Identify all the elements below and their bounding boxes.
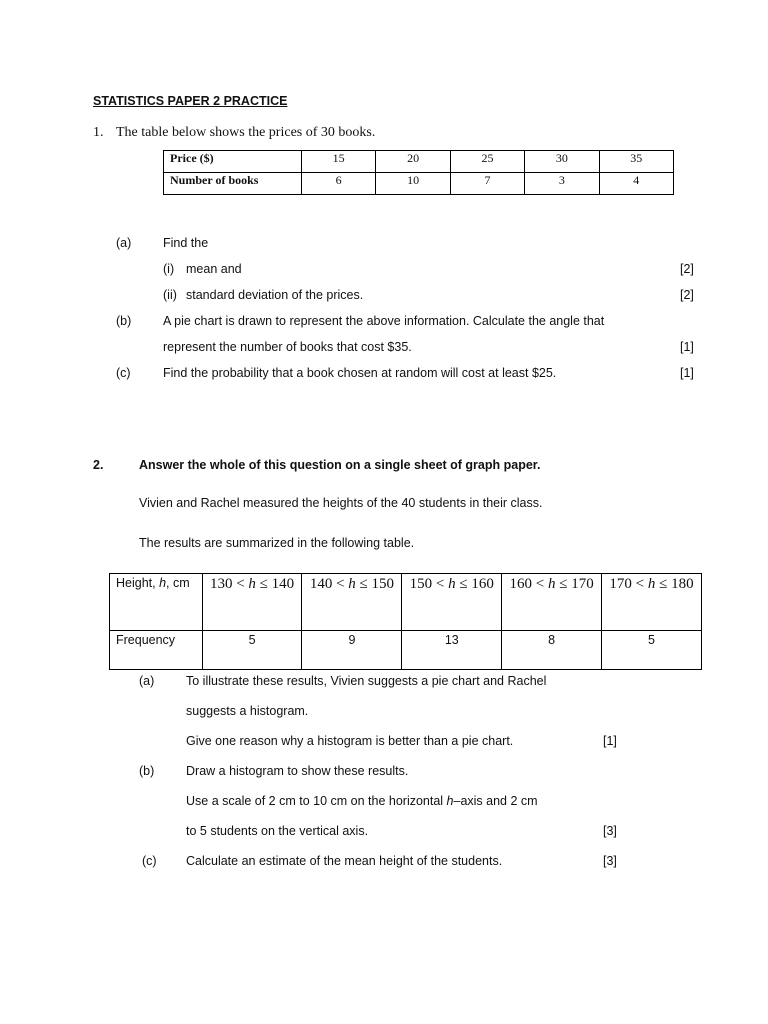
q1-part-a-ii-label: (ii): [163, 288, 177, 302]
lt-sign: <: [635, 576, 645, 592]
q1-part-b-mark: [1]: [680, 340, 694, 354]
q2-part-a-mark: [1]: [603, 734, 617, 748]
interval-hi: 150: [371, 576, 395, 592]
interval-hi: 140: [271, 576, 295, 592]
q1-intro: The table below shows the prices of 30 books.: [116, 125, 376, 140]
q1-part-c-mark: [1]: [680, 366, 694, 380]
lt-sign: <: [435, 576, 445, 592]
interval-var: h: [548, 576, 556, 592]
q1-number: 1.: [93, 125, 104, 140]
height-header-var: h: [159, 576, 167, 590]
q1-part-c-text: Find the probability that a book chosen at random will cost at least $25.: [163, 366, 557, 380]
table-row: [110, 574, 702, 631]
interval-cell: [402, 574, 502, 631]
q2-part-c-label: (c): [142, 854, 157, 868]
interval-cell: [602, 574, 702, 631]
q1-part-a-text: Find the: [163, 236, 209, 250]
count-cell: 7: [450, 173, 524, 195]
le-sign: ≤: [359, 576, 368, 592]
price-cell: 30: [525, 151, 599, 173]
table-row: [164, 173, 674, 195]
interval-cell: [502, 574, 602, 631]
lt-sign: <: [236, 576, 245, 592]
frequency-cell: 9: [302, 631, 402, 670]
le-sign: ≤: [659, 576, 668, 592]
q1-part-b-line1: A pie chart is drawn to represent the above information. Calculate the angle that: [163, 314, 605, 328]
frequency-header: Frequency: [110, 631, 203, 670]
q1-part-a-ii-mark: [2]: [680, 288, 694, 302]
q2-part-a-line2: suggests a histogram.: [186, 704, 309, 718]
q2-part-c-mark: [3]: [603, 854, 617, 868]
q2-number: 2.: [93, 458, 104, 472]
interval-cell: [302, 574, 402, 631]
q2-part-b-line2: [186, 794, 538, 808]
le-sign: ≤: [559, 576, 568, 592]
interval-var: h: [647, 576, 656, 592]
q2-part-b-mark: [3]: [603, 824, 617, 838]
q2-part-b-label: (b): [139, 764, 155, 778]
count-cell: 6: [301, 173, 375, 195]
interval-var: h: [248, 576, 256, 592]
table-row: [110, 631, 702, 670]
interval-var: h: [448, 576, 456, 592]
frequency-cell: 5: [602, 631, 702, 670]
interval-lo: 170: [609, 576, 632, 592]
q2-part-b-line3: to 5 students on the vertical axis.: [186, 824, 369, 838]
q1-part-b-line2: represent the number of books that cost $35.: [163, 340, 412, 354]
q2-part-b-line2-var: h: [446, 794, 454, 808]
price-cell: 25: [450, 151, 524, 173]
q2-part-b-line2-post: –axis and 2 cm: [453, 794, 538, 808]
interval-hi: 180: [671, 576, 694, 592]
height-header: [110, 574, 203, 631]
le-sign: ≤: [259, 576, 268, 592]
q1-part-c-label: (c): [116, 366, 131, 380]
q2-part-a-line1: To illustrate these results, Vivien suggests a pie chart and Rachel: [186, 674, 547, 688]
lt-sign: <: [336, 576, 345, 592]
interval-hi: 160: [471, 576, 494, 592]
q2-part-b-line2-pre: Use a scale of 2 cm to 10 cm on the horizontal: [186, 794, 447, 808]
count-header: Number of books: [164, 173, 302, 195]
le-sign: ≤: [459, 576, 468, 592]
interval-lo: 160: [509, 576, 533, 592]
interval-hi: 170: [571, 576, 594, 592]
q1-part-a-ii-text: standard deviation of the prices.: [186, 288, 364, 302]
lt-sign: <: [535, 576, 545, 592]
height-header-suffix: , cm: [166, 576, 190, 590]
price-header: Price ($): [164, 151, 302, 173]
q1-part-a-i-mark: [2]: [680, 262, 694, 276]
count-cell: 3: [525, 173, 599, 195]
price-cell: 15: [301, 151, 375, 173]
frequency-cell: 13: [402, 631, 502, 670]
frequency-cell: 5: [202, 631, 302, 670]
interval-cell: [202, 574, 302, 631]
q2-part-a-line3: Give one reason why a histogram is better than a pie chart.: [186, 734, 514, 748]
count-cell: 4: [599, 173, 673, 195]
q2-line2: The results are summarized in the following table.: [139, 536, 415, 550]
interval-lo: 150: [409, 576, 433, 592]
q1-part-a-i-label: (i): [163, 262, 175, 276]
price-cell: 35: [599, 151, 673, 173]
q2-part-a-label: (a): [139, 674, 155, 688]
q1-part-a-i-text: mean and: [186, 262, 242, 276]
q2-line1: Vivien and Rachel measured the heights of the 40 students in their class.: [139, 496, 543, 510]
paper-title: STATISTICS PAPER 2 PRACTICE: [93, 94, 288, 108]
heights-frequency-table: [109, 573, 702, 670]
count-cell: 10: [376, 173, 450, 195]
height-header-prefix: Height,: [116, 576, 160, 590]
q2-instruction: Answer the whole of this question on a single sheet of graph paper.: [139, 458, 541, 472]
q1-part-a-label: (a): [116, 236, 132, 250]
interval-lo: 130: [209, 576, 233, 592]
books-price-table: [163, 150, 674, 195]
q2-part-b-line1: Draw a histogram to show these results.: [186, 764, 409, 778]
frequency-cell: 8: [502, 631, 602, 670]
q1-part-b-label: (b): [116, 314, 132, 328]
table-row: [164, 151, 674, 173]
interval-lo: 140: [309, 576, 333, 592]
q2-part-c-text: Calculate an estimate of the mean height of the students.: [186, 854, 503, 868]
interval-var: h: [348, 576, 356, 592]
price-cell: 20: [376, 151, 450, 173]
